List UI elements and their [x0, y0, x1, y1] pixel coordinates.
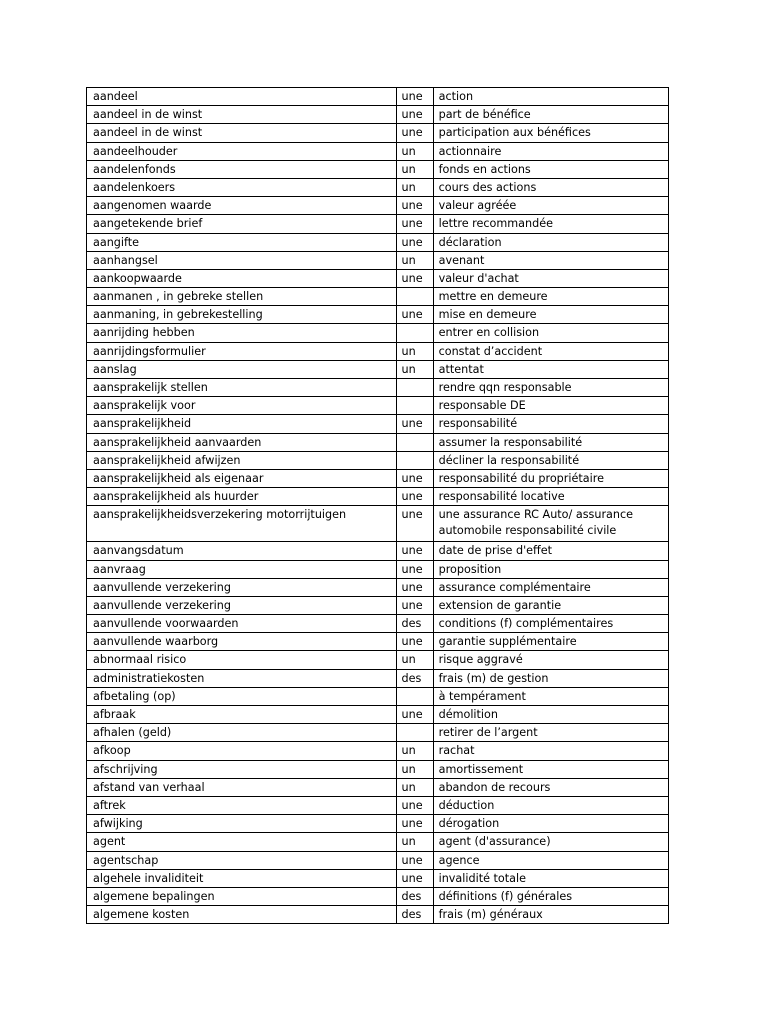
dutch-term-cell: aanvangsdatum [87, 542, 397, 560]
article-cell: des [396, 887, 433, 905]
dutch-term-cell: afwijking [87, 815, 397, 833]
dutch-term-cell: aandelenfonds [87, 160, 397, 178]
dutch-term-cell: aanhangsel [87, 251, 397, 269]
french-term-cell: entrer en collision [433, 324, 668, 342]
french-term-cell: invalidité totale [433, 869, 668, 887]
french-term-cell: abandon de recours [433, 778, 668, 796]
table-row [87, 142, 669, 160]
article-cell: une [396, 488, 433, 506]
dutch-term-cell: afbetaling (op) [87, 687, 397, 705]
french-term-cell: décliner la responsabilité [433, 451, 668, 469]
table-row [87, 796, 669, 814]
table-row [87, 288, 669, 306]
table-row [87, 379, 669, 397]
french-term-cell: attentat [433, 360, 668, 378]
article-cell [396, 379, 433, 397]
table-row [87, 542, 669, 560]
dutch-term-cell: aanvullende voorwaarden [87, 615, 397, 633]
table-row [87, 506, 669, 542]
french-term-cell: proposition [433, 560, 668, 578]
dutch-term-cell: aanmaning, in gebrekestelling [87, 306, 397, 324]
french-term-cell: à tempérament [433, 687, 668, 705]
article-cell: des [396, 615, 433, 633]
table-row [87, 106, 669, 124]
french-term-cell: retirer de l’argent [433, 724, 668, 742]
french-term-cell: rachat [433, 742, 668, 760]
table-row [87, 342, 669, 360]
article-cell: une [396, 596, 433, 614]
french-term-cell: mettre en demeure [433, 288, 668, 306]
dutch-term-cell: aansprakelijkheid [87, 415, 397, 433]
french-term-cell: démolition [433, 706, 668, 724]
dutch-term-cell: aanvullende waarborg [87, 633, 397, 651]
table-row [87, 651, 669, 669]
article-cell [396, 451, 433, 469]
dutch-term-cell: aangetekende brief [87, 215, 397, 233]
table-row [87, 360, 669, 378]
french-term-cell: avenant [433, 251, 668, 269]
table-row [87, 887, 669, 905]
article-cell: un [396, 142, 433, 160]
french-term-cell: fonds en actions [433, 160, 668, 178]
dutch-term-cell: aanslag [87, 360, 397, 378]
french-term-cell: frais (m) généraux [433, 906, 668, 924]
french-term-cell: cours des actions [433, 178, 668, 196]
table-row [87, 760, 669, 778]
dutch-term-cell: aandeel in de winst [87, 106, 397, 124]
article-cell: un [396, 651, 433, 669]
table-row [87, 724, 669, 742]
article-cell: des [396, 669, 433, 687]
article-cell: un [396, 833, 433, 851]
article-cell: une [396, 215, 433, 233]
article-cell: une [396, 106, 433, 124]
article-cell: une [396, 269, 433, 287]
french-term-cell: agence [433, 851, 668, 869]
table-row [87, 215, 669, 233]
french-term-cell: risque aggravé [433, 651, 668, 669]
dutch-term-cell: aangenomen waarde [87, 197, 397, 215]
table-row [87, 124, 669, 142]
dutch-term-cell: aangifte [87, 233, 397, 251]
french-term-cell: extension de garantie [433, 596, 668, 614]
article-cell [396, 433, 433, 451]
french-term-cell: rendre qqn responsable [433, 379, 668, 397]
french-term-cell: assurance complémentaire [433, 578, 668, 596]
table-row [87, 324, 669, 342]
french-term-cell: garantie supplémentaire [433, 633, 668, 651]
dutch-term-cell: agent [87, 833, 397, 851]
table-row [87, 469, 669, 487]
dutch-term-cell: aanvraag [87, 560, 397, 578]
dutch-term-cell: aansprakelijkheid aanvaarden [87, 433, 397, 451]
french-term-cell: une assurance RC Auto/ assurance automobile responsabilité civile [433, 506, 668, 542]
article-cell: un [396, 360, 433, 378]
dutch-term-cell: aansprakelijkheid als eigenaar [87, 469, 397, 487]
dutch-term-cell: aanrijdingsformulier [87, 342, 397, 360]
article-cell: une [396, 633, 433, 651]
french-term-cell: responsable DE [433, 397, 668, 415]
table-row [87, 88, 669, 106]
dutch-term-cell: algemene kosten [87, 906, 397, 924]
article-cell: un [396, 742, 433, 760]
table-row [87, 815, 669, 833]
dutch-term-cell: aanvullende verzekering [87, 578, 397, 596]
french-term-cell: lettre recommandée [433, 215, 668, 233]
article-cell: une [396, 869, 433, 887]
dutch-term-cell: aftrek [87, 796, 397, 814]
table-row [87, 869, 669, 887]
article-cell: une [396, 796, 433, 814]
table-row [87, 433, 669, 451]
table-row [87, 178, 669, 196]
glossary-table-body [87, 88, 669, 924]
dutch-term-cell: abnormaal risico [87, 651, 397, 669]
dutch-term-cell: afstand van verhaal [87, 778, 397, 796]
french-term-cell: frais (m) de gestion [433, 669, 668, 687]
dutch-term-cell: administratiekosten [87, 669, 397, 687]
article-cell: une [396, 578, 433, 596]
article-cell: une [396, 542, 433, 560]
article-cell: une [396, 506, 433, 542]
table-row [87, 306, 669, 324]
article-cell [396, 288, 433, 306]
french-term-cell: assumer la responsabilité [433, 433, 668, 451]
table-row [87, 269, 669, 287]
french-term-cell: dérogation [433, 815, 668, 833]
article-cell: un [396, 251, 433, 269]
french-term-cell: amortissement [433, 760, 668, 778]
table-row [87, 687, 669, 705]
table-row [87, 397, 669, 415]
dutch-term-cell: aanvullende verzekering [87, 596, 397, 614]
dutch-term-cell: aandeel in de winst [87, 124, 397, 142]
article-cell: un [396, 160, 433, 178]
dutch-term-cell: aandeel [87, 88, 397, 106]
table-row [87, 160, 669, 178]
french-term-cell: action [433, 88, 668, 106]
table-row [87, 778, 669, 796]
article-cell: une [396, 469, 433, 487]
article-cell [396, 324, 433, 342]
article-cell: un [396, 760, 433, 778]
dutch-term-cell: afkoop [87, 742, 397, 760]
table-row [87, 906, 669, 924]
dutch-term-cell: algehele invaliditeit [87, 869, 397, 887]
table-row [87, 197, 669, 215]
table-row [87, 851, 669, 869]
table-row [87, 560, 669, 578]
table-row [87, 742, 669, 760]
french-term-cell: constat d’accident [433, 342, 668, 360]
dutch-term-cell: aansprakelijkheidsverzekering motorrijtuigen [87, 506, 397, 542]
table-row [87, 833, 669, 851]
table-row [87, 451, 669, 469]
article-cell [396, 687, 433, 705]
dutch-term-cell: aandeelhouder [87, 142, 397, 160]
french-term-cell: responsabilité [433, 415, 668, 433]
dutch-term-cell: aankoopwaarde [87, 269, 397, 287]
table-row [87, 488, 669, 506]
french-term-cell: déclaration [433, 233, 668, 251]
article-cell: des [396, 906, 433, 924]
article-cell: une [396, 88, 433, 106]
article-cell: une [396, 815, 433, 833]
french-term-cell: déduction [433, 796, 668, 814]
dutch-term-cell: afhalen (geld) [87, 724, 397, 742]
french-term-cell: actionnaire [433, 142, 668, 160]
french-term-cell: participation aux bénéfices [433, 124, 668, 142]
article-cell: une [396, 124, 433, 142]
french-term-cell: définitions (f) générales [433, 887, 668, 905]
table-row [87, 706, 669, 724]
article-cell: une [396, 560, 433, 578]
article-cell [396, 724, 433, 742]
french-term-cell: agent (d'assurance) [433, 833, 668, 851]
dutch-term-cell: aansprakelijkheid als huurder [87, 488, 397, 506]
table-row [87, 615, 669, 633]
french-term-cell: mise en demeure [433, 306, 668, 324]
table-row [87, 669, 669, 687]
dutch-term-cell: aansprakelijkheid afwijzen [87, 451, 397, 469]
article-cell: un [396, 778, 433, 796]
article-cell: une [396, 415, 433, 433]
article-cell: une [396, 233, 433, 251]
article-cell: une [396, 197, 433, 215]
french-term-cell: valeur agréée [433, 197, 668, 215]
dutch-term-cell: aanrijding hebben [87, 324, 397, 342]
article-cell: un [396, 178, 433, 196]
french-term-cell: part de bénéfice [433, 106, 668, 124]
article-cell [396, 397, 433, 415]
table-row [87, 251, 669, 269]
dutch-term-cell: aansprakelijk stellen [87, 379, 397, 397]
article-cell: une [396, 306, 433, 324]
dutch-term-cell: aanmanen , in gebreke stellen [87, 288, 397, 306]
french-term-cell: conditions (f) complémentaires [433, 615, 668, 633]
french-term-cell: responsabilité du propriétaire [433, 469, 668, 487]
table-row [87, 415, 669, 433]
french-term-cell: valeur d'achat [433, 269, 668, 287]
article-cell: une [396, 706, 433, 724]
table-row [87, 233, 669, 251]
dutch-term-cell: agentschap [87, 851, 397, 869]
table-row [87, 596, 669, 614]
dutch-term-cell: afschrijving [87, 760, 397, 778]
table-row [87, 578, 669, 596]
french-term-cell: date de prise d'effet [433, 542, 668, 560]
dutch-term-cell: algemene bepalingen [87, 887, 397, 905]
article-cell: un [396, 342, 433, 360]
dutch-term-cell: aandelenkoers [87, 178, 397, 196]
french-term-cell: responsabilité locative [433, 488, 668, 506]
table-row [87, 633, 669, 651]
glossary-table [86, 87, 669, 924]
dutch-term-cell: aansprakelijk voor [87, 397, 397, 415]
dutch-term-cell: afbraak [87, 706, 397, 724]
article-cell: une [396, 851, 433, 869]
